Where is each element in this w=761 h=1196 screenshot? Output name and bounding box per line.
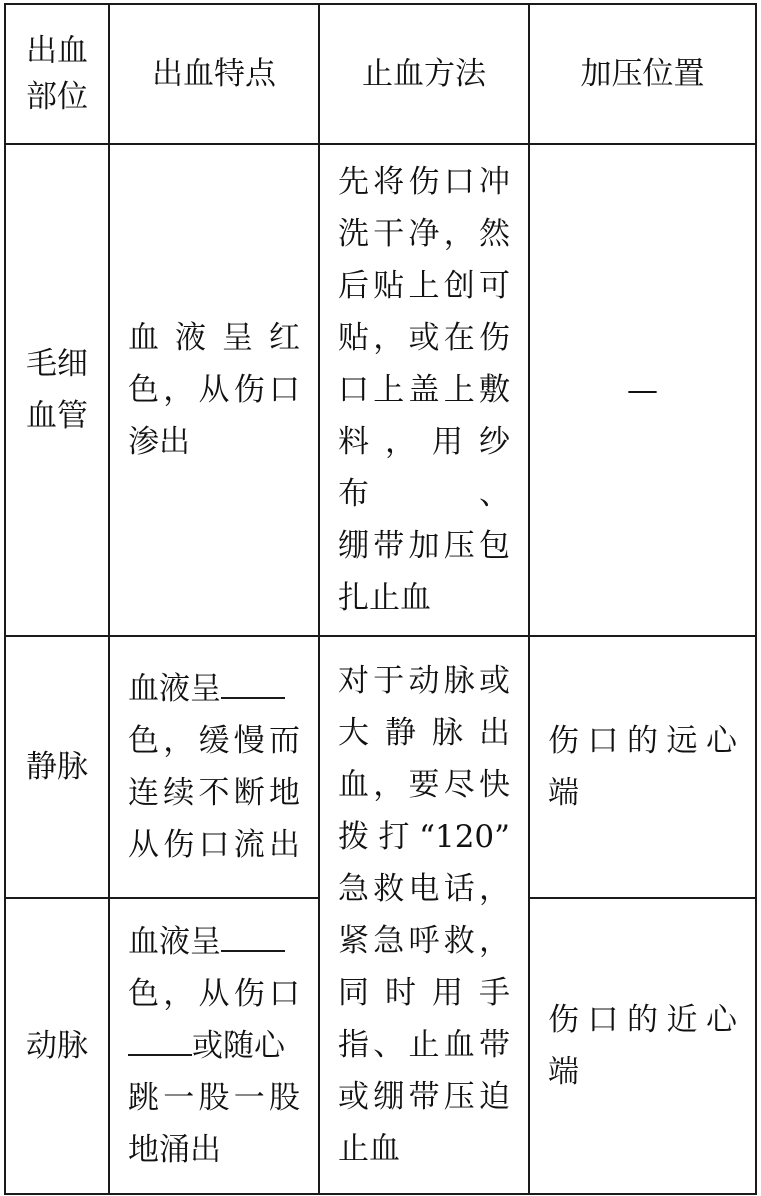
header-stop-method: 止血方法 bbox=[319, 4, 529, 144]
table-row-capillary bbox=[5, 144, 756, 636]
method-shared-line-2: 大静脉出 bbox=[338, 715, 510, 751]
feature-artery-line-5: 地涌出 bbox=[128, 1132, 221, 1168]
method-shared-line-9: 或绷带压迫 bbox=[338, 1079, 510, 1115]
position-capillary: — bbox=[529, 144, 756, 636]
header-pressure-position: 加压位置 bbox=[529, 4, 756, 144]
bleeding-first-aid-table bbox=[4, 3, 757, 1195]
feature-artery-suffix: 或随心 bbox=[192, 1028, 285, 1064]
feature-vein-prefix: 血液呈 bbox=[128, 671, 221, 707]
feature-capillary bbox=[109, 144, 319, 636]
answer-blank-vein-color bbox=[221, 667, 285, 699]
part-vein: 静脉 bbox=[5, 636, 109, 898]
method-capillary-line-6: 料，用纱布、 bbox=[338, 424, 510, 512]
part-artery: 动脉 bbox=[5, 898, 109, 1194]
feature-capillary-line-2: 色，从伤口 bbox=[128, 372, 300, 408]
position-vein-line-2: 端 bbox=[548, 775, 579, 811]
method-shared-line-10: 止血 bbox=[338, 1131, 400, 1167]
feature-vein-line-2: 色，缓慢而 bbox=[128, 723, 300, 759]
feature-artery-line-1 bbox=[128, 916, 300, 968]
method-capillary-line-7: 绷带加压包 bbox=[338, 528, 510, 564]
position-artery-line-2: 端 bbox=[548, 1054, 579, 1090]
method-capillary-line-8: 扎止血 bbox=[338, 580, 431, 616]
header-bleeding-feature: 出血特点 bbox=[109, 4, 319, 144]
method-capillary-line-1: 先将伤口冲 bbox=[338, 164, 510, 200]
feature-capillary-line-3: 渗出 bbox=[128, 424, 190, 460]
feature-artery-line-3 bbox=[128, 1020, 300, 1072]
answer-blank-artery-flow bbox=[128, 1024, 192, 1056]
method-capillary-line-3: 后贴上创可 bbox=[338, 268, 510, 304]
position-vein-line-1: 伤口的远心 bbox=[548, 723, 737, 759]
feature-vein-line-1 bbox=[128, 663, 300, 715]
method-shared-line-8: 指、止血带 bbox=[338, 1027, 510, 1063]
position-artery bbox=[529, 898, 756, 1194]
method-capillary bbox=[319, 144, 529, 636]
method-vein-artery bbox=[319, 636, 529, 1194]
method-shared-line-4: 拨打“120” bbox=[338, 819, 510, 855]
position-vein bbox=[529, 636, 756, 898]
part-capillary bbox=[5, 144, 109, 636]
part-capillary-line-2: 血管 bbox=[26, 398, 88, 434]
header-bleeding-part bbox=[5, 4, 109, 144]
table-row-vein bbox=[5, 636, 756, 898]
method-shared-line-6: 紧急呼救， bbox=[338, 923, 510, 959]
method-capillary-line-5: 口上盖上敷 bbox=[338, 372, 510, 408]
feature-artery-line-4: 跳一股一股 bbox=[128, 1080, 300, 1116]
header-row bbox=[5, 4, 756, 144]
method-shared-line-3: 血，要尽快 bbox=[338, 767, 510, 803]
feature-vein bbox=[109, 636, 319, 898]
part-capillary-line-1: 毛细 bbox=[26, 346, 88, 382]
bleeding-table-container bbox=[4, 3, 755, 1191]
feature-vein-line-3: 连续不断地 bbox=[128, 775, 300, 811]
method-shared-line-7: 同时用手 bbox=[338, 975, 510, 1011]
feature-artery-prefix: 血液呈 bbox=[128, 924, 221, 960]
answer-blank-artery-color bbox=[221, 920, 285, 952]
method-shared-line-1: 对于动脉或 bbox=[338, 663, 510, 699]
position-artery-line-1: 伤口的近心 bbox=[548, 1002, 737, 1038]
feature-vein-line-4: 从伤口流出 bbox=[128, 827, 300, 863]
header-part-line-2: 部位 bbox=[26, 79, 88, 115]
method-shared-line-5: 急救电话， bbox=[338, 871, 510, 907]
method-capillary-line-2: 洗干净，然 bbox=[338, 216, 510, 252]
feature-artery bbox=[109, 898, 319, 1194]
feature-artery-line-2: 色，从伤口 bbox=[128, 976, 300, 1012]
method-capillary-line-4: 贴，或在伤 bbox=[338, 320, 510, 356]
feature-capillary-line-1: 血液呈红 bbox=[128, 320, 300, 356]
header-part-line-1: 出血 bbox=[26, 33, 88, 69]
